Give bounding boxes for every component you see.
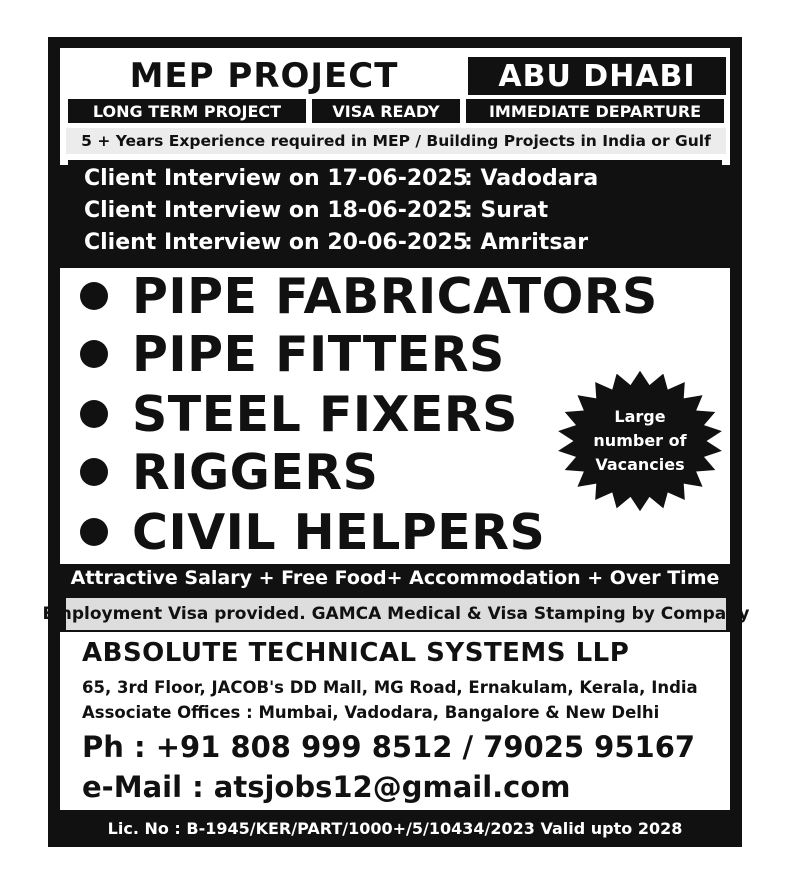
- bullet-icon: [80, 458, 108, 486]
- location-badge: ABU DHABI: [468, 57, 726, 95]
- interview-date: Client Interview on 18-06-2025: [84, 198, 469, 223]
- interview-city: : Surat: [464, 198, 549, 223]
- interview-date: Client Interview on 20-06-2025: [84, 230, 469, 255]
- position-label: RIGGERS: [132, 443, 379, 501]
- interview-date: Client Interview on 17-06-2025: [84, 166, 469, 191]
- company-address: 65, 3rd Floor, JACOB's DD Mall, MG Road, Ernakulam, Kerala, India: [82, 678, 698, 697]
- bullet-icon: [80, 518, 108, 546]
- company-name: ABSOLUTE TECHNICAL SYSTEMS LLP: [82, 638, 630, 668]
- interview-row: [84, 198, 548, 223]
- visa-note: Employment Visa provided. GAMCA Medical & Visa Stamping by Company: [66, 598, 726, 630]
- vacancies-badge: [552, 368, 728, 514]
- tag-long-term: LONG TERM PROJECT: [68, 99, 306, 123]
- position-item: [80, 324, 505, 384]
- interview-city: : Vadodara: [464, 166, 599, 191]
- badge-line-2: number of: [593, 430, 687, 450]
- interview-row: [84, 230, 588, 255]
- badge-line-1: Large: [614, 406, 666, 426]
- benefits-line: Attractive Salary + Free Food+ Accommodation + Over Time: [70, 567, 720, 589]
- bullet-icon: [80, 282, 108, 310]
- badge-line-3: Vacancies: [595, 454, 685, 474]
- interview-row: [84, 166, 598, 191]
- interview-city: : Amritsar: [464, 230, 589, 255]
- experience-requirement: 5 + Years Experience required in MEP / Building Projects in India or Gulf: [66, 128, 726, 154]
- email-address[interactable]: e-Mail : atsjobs12@gmail.com: [82, 770, 571, 804]
- tag-visa-ready: VISA READY: [312, 99, 460, 123]
- phone-number[interactable]: Ph : +91 808 999 8512 / 79025 95167: [82, 730, 696, 764]
- position-label: STEEL FIXERS: [132, 385, 518, 443]
- position-label: PIPE FITTERS: [132, 325, 505, 383]
- interview-schedule: [68, 160, 722, 264]
- position-item: [80, 266, 658, 326]
- tag-immediate-departure: IMMEDIATE DEPARTURE: [466, 99, 724, 123]
- bullet-icon: [80, 340, 108, 368]
- position-item: [80, 442, 378, 502]
- bullet-icon: [80, 400, 108, 428]
- license-number: Lic. No : B-1945/KER/PART/1000+/5/10434/2023 Valid upto 2028: [107, 818, 683, 838]
- project-title: MEP PROJECT: [129, 56, 399, 96]
- associate-offices: Associate Offices : Mumbai, Vadodara, Bangalore & New Delhi: [82, 703, 660, 722]
- position-item: [80, 502, 545, 562]
- position-label: CIVIL HELPERS: [132, 503, 546, 561]
- position-item: [80, 384, 518, 444]
- position-label: PIPE FABRICATORS: [132, 267, 658, 325]
